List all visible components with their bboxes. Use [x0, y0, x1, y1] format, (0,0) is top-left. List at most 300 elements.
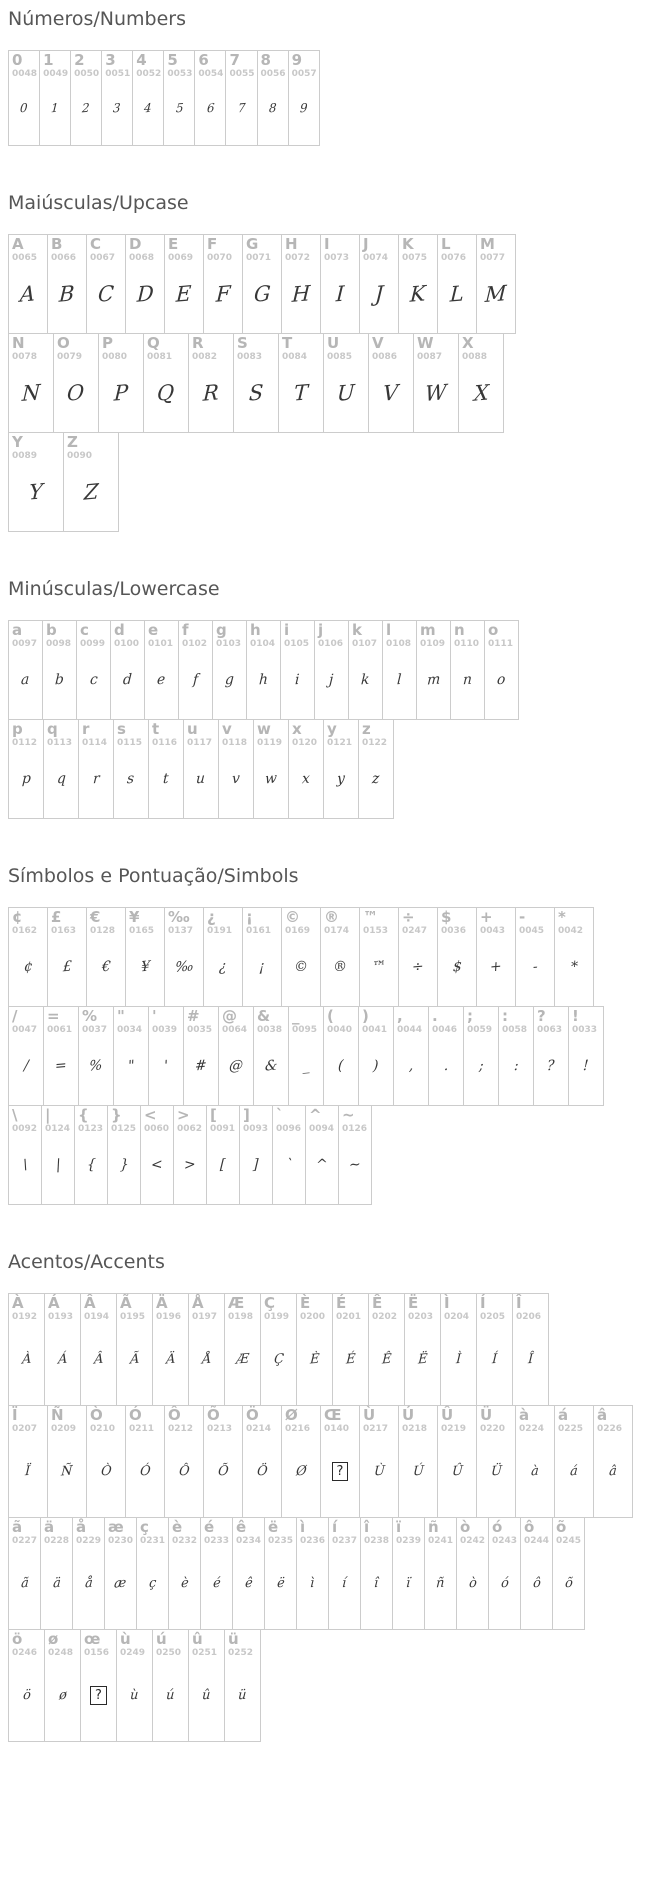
char-label: ö: [12, 1630, 23, 1648]
char-cell-header: [324, 720, 358, 748]
char-cell: [74, 1105, 108, 1205]
handwritten-glyph: _: [302, 1057, 310, 1075]
char-cell: [488, 1517, 521, 1630]
handwritten-glyph: H: [291, 281, 311, 307]
char-cell-header: [9, 1106, 41, 1134]
char-cell-header: [105, 1518, 136, 1546]
handwritten-glyph: L: [449, 281, 465, 307]
char-cell: [113, 719, 149, 819]
char-code: 0038: [257, 1024, 283, 1035]
char-label: ®: [324, 908, 339, 926]
char-cell: [484, 620, 519, 720]
char-cell-header: [359, 1007, 393, 1035]
handwritten-glyph: ø: [58, 1687, 67, 1704]
handwritten-glyph: È: [309, 1351, 320, 1368]
char-cell: [86, 234, 126, 334]
glyph-area: [79, 748, 113, 818]
glyph-area: [414, 362, 458, 432]
char-cell: [246, 620, 281, 720]
char-code: 0137: [168, 925, 194, 936]
char-cell-header: [485, 621, 518, 649]
char-cell-header: [425, 1518, 456, 1546]
char-label: å: [76, 1518, 87, 1536]
char-code: 0059: [467, 1024, 493, 1035]
glyph-area: [324, 1035, 358, 1105]
glyph-area: [297, 1546, 328, 1629]
char-cell: [253, 719, 289, 819]
char-cell-header: [207, 1106, 239, 1134]
glyph-area: [477, 263, 515, 333]
char-cell-header: [9, 1518, 40, 1546]
char-cell: [264, 1517, 297, 1630]
glyph-area: [324, 748, 358, 818]
char-label: 6: [198, 51, 209, 69]
char-cell: [164, 1405, 204, 1518]
char-cell: [206, 1105, 240, 1205]
char-code: 0209: [51, 1423, 77, 1434]
char-label: ñ: [428, 1518, 439, 1536]
char-cell: [348, 620, 383, 720]
char-cell: [450, 620, 485, 720]
char-cell-header: [477, 1406, 515, 1434]
char-label: ': [152, 1007, 157, 1025]
char-cell-header: [165, 1406, 203, 1434]
char-cell-header: [75, 1106, 107, 1134]
char-cell: [225, 50, 257, 146]
handwritten-glyph: Ò: [100, 1463, 112, 1480]
char-cell-header: [114, 1007, 148, 1035]
char-code: 0071: [246, 252, 272, 263]
handwritten-glyph: X: [472, 380, 490, 406]
char-cell: [398, 1405, 438, 1518]
char-cell-header: [189, 1630, 224, 1658]
glyph-area: [282, 263, 320, 333]
handwritten-glyph: ñ: [435, 1575, 446, 1592]
char-label: 2: [74, 51, 85, 69]
char-label: F: [207, 235, 218, 253]
char-label: Ë: [408, 1294, 419, 1312]
char-cell: [320, 1405, 360, 1518]
handwritten-glyph: g: [224, 671, 235, 689]
char-cell: [188, 333, 234, 433]
char-label: 5: [167, 51, 178, 69]
handwritten-glyph: æ: [114, 1575, 127, 1592]
glyph-area: [169, 1546, 200, 1629]
char-code: 0067: [90, 252, 116, 263]
char-code: 0083: [237, 351, 263, 362]
char-code: 0234: [236, 1535, 262, 1546]
char-code: 0238: [364, 1535, 390, 1546]
char-label: ê: [236, 1518, 247, 1536]
char-cell-header: [9, 1294, 44, 1322]
char-code: 0251: [192, 1647, 218, 1658]
handwritten-glyph: m: [426, 671, 441, 689]
char-cell-header: [279, 334, 323, 362]
char-cell-header: [247, 621, 280, 649]
char-code: 0054: [198, 68, 224, 79]
glyph-area: [54, 362, 98, 432]
char-label: Œ: [324, 1406, 342, 1424]
char-code: 0107: [352, 638, 378, 649]
char-label: 9: [291, 51, 302, 69]
char-code: 0049: [43, 68, 69, 79]
char-cell: [368, 1293, 405, 1406]
handwritten-glyph: ‰: [174, 958, 194, 976]
char-label: =: [47, 1007, 60, 1025]
char-cell: [80, 1629, 117, 1742]
char-cell: [8, 907, 48, 1007]
char-cell: [593, 1405, 633, 1518]
char-label: Q: [147, 334, 160, 352]
char-cell: [278, 333, 324, 433]
char-cell: [332, 1293, 369, 1406]
char-code: 0229: [76, 1535, 102, 1546]
char-label: H: [285, 235, 298, 253]
char-label: E: [168, 235, 179, 253]
char-cell-header: [282, 908, 320, 936]
char-code: 0039: [152, 1024, 178, 1035]
char-code: 0097: [12, 638, 38, 649]
char-cell: [70, 50, 102, 146]
char-cell-header: [126, 1406, 164, 1434]
handwritten-glyph: é: [212, 1575, 221, 1592]
handwritten-glyph: ã: [20, 1575, 29, 1592]
char-cell: [163, 50, 195, 146]
char-label: Ä: [156, 1294, 168, 1312]
char-cell: [125, 1405, 165, 1518]
char-cell-header: [569, 1007, 603, 1035]
glyph-area: [306, 1134, 338, 1204]
handwritten-glyph: <: [150, 1156, 164, 1174]
char-row: [8, 333, 653, 433]
char-label: ]: [243, 1106, 250, 1124]
handwritten-glyph: h: [258, 671, 269, 689]
handwritten-glyph: ": [127, 1057, 135, 1075]
char-cell: [8, 432, 64, 532]
handwritten-glyph: F: [215, 281, 231, 307]
glyph-area: [369, 362, 413, 432]
char-label: È: [300, 1294, 311, 1312]
char-code: 0108: [386, 638, 412, 649]
glyph-area: [359, 1035, 393, 1105]
handwritten-glyph: Ú: [412, 1463, 424, 1480]
glyph-area: [521, 1546, 552, 1629]
char-cell-header: [243, 1406, 281, 1434]
char-label: Ø: [285, 1406, 298, 1424]
glyph-area: [226, 79, 256, 145]
char-table-accents: [8, 1293, 653, 1742]
char-code: 0033: [572, 1024, 598, 1035]
char-cell-header: [9, 235, 47, 263]
char-cell: [320, 907, 360, 1007]
char-row: [8, 1293, 653, 1406]
char-row: [8, 907, 653, 1007]
section-accents: [8, 1251, 653, 1742]
handwritten-glyph: {: [86, 1156, 96, 1174]
char-cell-header: [405, 1294, 440, 1322]
char-label: S: [237, 334, 248, 352]
char-cell: [515, 907, 555, 1007]
char-cell-header: [233, 1518, 264, 1546]
char-cell: [86, 907, 126, 1007]
char-label: (: [327, 1007, 334, 1025]
glyph-area: [179, 649, 212, 719]
glyph-area: [9, 263, 47, 333]
char-code: 0192: [12, 1311, 38, 1322]
char-cell: [218, 1006, 254, 1106]
char-code: 0216: [285, 1423, 311, 1434]
handwritten-glyph: û: [201, 1687, 212, 1704]
glyph-area: [553, 1546, 584, 1629]
char-label: V: [372, 334, 384, 352]
char-cell-header: [126, 235, 164, 263]
char-label: s: [117, 720, 126, 738]
char-label: i: [284, 621, 290, 639]
handwritten-glyph: O: [66, 380, 86, 406]
char-cell: [424, 1517, 457, 1630]
char-label: @: [222, 1007, 237, 1025]
char-cell: [42, 620, 77, 720]
char-code: 0201: [336, 1311, 362, 1322]
char-cell-header: [48, 1406, 86, 1434]
char-cell-header: [9, 1630, 44, 1658]
char-code: 0070: [207, 252, 233, 263]
char-cell: [272, 1105, 306, 1205]
char-label: M: [480, 235, 495, 253]
char-cell-header: [349, 621, 382, 649]
handwritten-glyph: ?: [546, 1057, 556, 1075]
handwritten-glyph: :: [513, 1057, 519, 1075]
char-cell-header: [126, 908, 164, 936]
char-label: D: [129, 235, 142, 253]
char-cell-header: [261, 1294, 296, 1322]
char-cell: [554, 1405, 594, 1518]
char-label: }: [111, 1106, 122, 1124]
char-cell-header: [144, 334, 188, 362]
glyph-area: [359, 748, 393, 818]
char-cell-header: [451, 621, 484, 649]
handwritten-glyph: C: [97, 281, 115, 307]
char-code: 0218: [402, 1423, 428, 1434]
char-cell-header: [108, 1106, 140, 1134]
handwritten-glyph: J: [374, 281, 384, 307]
char-cell-header: [204, 235, 242, 263]
glyph-area: [289, 1035, 323, 1105]
glyph-area: [438, 936, 476, 1006]
char-code: 0085: [327, 351, 353, 362]
char-cell: [78, 1006, 114, 1106]
char-label: !: [572, 1007, 579, 1025]
char-cell-header: [99, 334, 143, 362]
char-code: 0230: [108, 1535, 134, 1546]
char-code: 0122: [362, 737, 388, 748]
handwritten-glyph: è: [180, 1575, 189, 1592]
char-cell: [515, 1405, 555, 1518]
glyph-area: [141, 1134, 173, 1204]
char-label: b: [46, 621, 57, 639]
glyph-area: [87, 936, 125, 1006]
handwritten-glyph: (: [337, 1057, 345, 1075]
glyph-area: [333, 1322, 368, 1405]
char-cell-header: [399, 1406, 437, 1434]
glyph-area: [9, 1546, 40, 1629]
glyph-area: [219, 1035, 253, 1105]
char-label: Ï: [12, 1406, 18, 1424]
handwritten-glyph: r: [92, 770, 100, 788]
char-label: \: [12, 1106, 18, 1124]
char-cell: [520, 1517, 553, 1630]
char-code: 0098: [46, 638, 72, 649]
char-label: *: [558, 908, 566, 926]
char-label: {: [78, 1106, 89, 1124]
glyph-area: [79, 1035, 113, 1105]
char-cell-header: [315, 621, 348, 649]
glyph-area: [201, 1546, 232, 1629]
char-cell-header: [71, 51, 101, 79]
char-code: 0047: [12, 1024, 38, 1035]
char-row: [8, 719, 653, 819]
char-table-symbols: [8, 907, 653, 1205]
char-cell: [152, 1293, 189, 1406]
glyph-area: [457, 1546, 488, 1629]
section-lowercase: [8, 578, 653, 819]
glyph-area: [225, 1658, 260, 1741]
char-code: 0055: [229, 68, 255, 79]
char-code: 0102: [182, 638, 208, 649]
handwritten-glyph: ¡: [258, 958, 266, 976]
char-label: C: [90, 235, 102, 253]
char-label: v: [222, 720, 232, 738]
char-cell-header: [289, 1007, 323, 1035]
char-cell: [358, 1006, 394, 1106]
glyph-area: [297, 1322, 332, 1405]
char-label: Õ: [207, 1406, 220, 1424]
char-cell-header: [48, 908, 86, 936]
char-label: $: [441, 908, 452, 926]
char-cell-header: [87, 235, 125, 263]
char-cell: [257, 50, 289, 146]
char-label: <: [144, 1106, 157, 1124]
char-code: 0093: [243, 1123, 269, 1134]
char-cell: [203, 1405, 243, 1518]
glyph-area: [117, 1658, 152, 1741]
handwritten-glyph: ê: [244, 1575, 253, 1592]
handwritten-glyph: d: [122, 671, 133, 689]
handwritten-glyph: Û: [451, 1463, 463, 1480]
char-cell: [173, 1105, 207, 1205]
char-label: Ô: [168, 1406, 181, 1424]
char-cell: [533, 1006, 569, 1106]
char-label: õ: [556, 1518, 567, 1536]
char-label: c: [80, 621, 89, 639]
handwritten-glyph: Y: [28, 479, 44, 505]
char-code: 0061: [47, 1024, 73, 1035]
glyph-area: [165, 263, 203, 333]
char-cell: [8, 1405, 48, 1518]
char-code: 0241: [428, 1535, 454, 1546]
char-cell: [178, 620, 213, 720]
glyph-area: [477, 1434, 515, 1517]
handwritten-glyph: ï: [406, 1575, 411, 1592]
glyph-area: [102, 79, 132, 145]
char-cell-header: [114, 720, 148, 748]
char-cell: [8, 1006, 44, 1106]
char-code: 0063: [537, 1024, 563, 1035]
glyph-area: [429, 1035, 463, 1105]
glyph-area: [207, 1134, 239, 1204]
char-code: 0156: [84, 1647, 110, 1658]
glyph-area: [73, 1546, 104, 1629]
char-cell: [43, 1006, 79, 1106]
char-code: 0115: [117, 737, 143, 748]
char-code: 0080: [102, 351, 128, 362]
char-label: Í: [480, 1294, 486, 1312]
char-code: 0117: [187, 737, 213, 748]
handwritten-glyph: â: [608, 1463, 618, 1480]
char-cell: [164, 907, 204, 1007]
char-label: n: [454, 621, 465, 639]
handwritten-glyph: Ö: [256, 1463, 268, 1480]
char-code: 0073: [324, 252, 350, 263]
glyph-area: [441, 1322, 476, 1405]
glyph-area: [279, 362, 323, 432]
char-label: ¥: [129, 908, 140, 926]
char-cell-header: [359, 720, 393, 748]
glyph-area: [75, 1134, 107, 1204]
char-cell: [437, 1405, 477, 1518]
char-cell-header: [133, 51, 163, 79]
char-cell-header: [79, 1007, 113, 1035]
char-code: 0248: [48, 1647, 74, 1658]
char-cell: [47, 907, 87, 1007]
handwritten-glyph: ö: [22, 1687, 31, 1704]
char-code: 0087: [417, 351, 443, 362]
char-label: &: [257, 1007, 271, 1025]
char-label: Ç: [264, 1294, 276, 1312]
handwritten-glyph: ù: [129, 1687, 140, 1704]
char-cell: [398, 907, 438, 1007]
char-cell-header: [169, 1518, 200, 1546]
glyph-area: [281, 649, 314, 719]
handwritten-glyph: ]: [252, 1156, 260, 1174]
char-label: á: [558, 1406, 569, 1424]
char-label: í: [332, 1518, 338, 1536]
char-code: 0202: [372, 1311, 398, 1322]
handwritten-glyph: ': [163, 1057, 169, 1075]
char-cell-header: [81, 1630, 116, 1658]
char-label: q: [47, 720, 58, 738]
char-cell: [437, 907, 477, 1007]
handwritten-glyph: U: [336, 380, 356, 406]
char-code: 0249: [120, 1647, 146, 1658]
char-label: ø: [48, 1630, 59, 1648]
char-code: 0113: [47, 737, 73, 748]
glyph-area: [394, 1035, 428, 1105]
char-code: 0064: [222, 1024, 248, 1035]
char-code: 0120: [292, 737, 318, 748]
handwritten-glyph: i: [294, 671, 301, 689]
handwritten-glyph: À: [21, 1351, 32, 1368]
char-label: d: [114, 621, 125, 639]
char-cell-header: [324, 1007, 358, 1035]
char-code: 0237: [332, 1535, 358, 1546]
char-code: 0140: [324, 1423, 350, 1434]
missing-glyph-box: ?: [90, 1686, 107, 1705]
char-code: 0126: [342, 1123, 368, 1134]
char-code: 0034: [117, 1024, 143, 1035]
handwritten-glyph: =: [54, 1057, 68, 1075]
char-cell: [188, 1293, 225, 1406]
